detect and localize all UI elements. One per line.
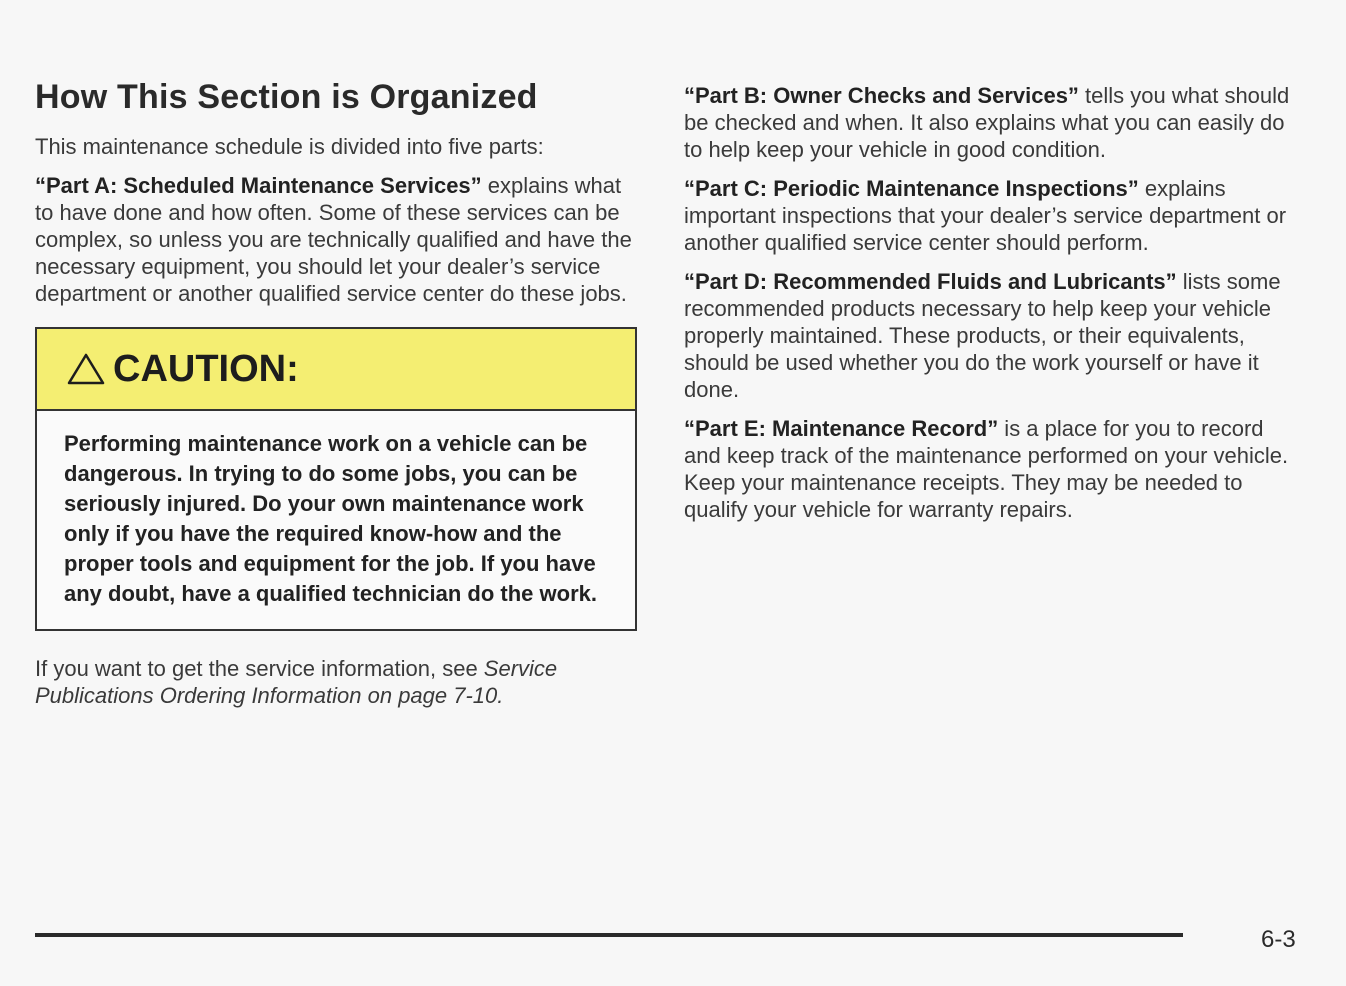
- caution-title: CAUTION:: [113, 347, 299, 390]
- page-number: 6-3: [1261, 926, 1296, 953]
- right-column: [684, 82, 1294, 535]
- part-a-label: “Part A: Scheduled Maintenance Services”: [35, 173, 482, 198]
- part-c-label: “Part C: Periodic Maintenance Inspections”: [684, 176, 1139, 201]
- part-e-label: “Part E: Maintenance Record”: [684, 416, 999, 441]
- part-e-text: is a place for you to record and keep track of the maintenance performed on your vehicle. Keep your maintenance receipts. They may be needed to qualify your vehicle for warranty repairs.: [684, 416, 1289, 522]
- service-info-reference: Service Publications Ordering Information on page 7-10.: [35, 656, 558, 708]
- service-info-paragraph: [35, 655, 640, 709]
- part-c-text: explains important inspections that your dealer’s service department or another qualified service center should perform.: [684, 176, 1287, 255]
- section-title: How This Section is Organized: [35, 78, 538, 116]
- part-d-text: lists some recommended products necessary to help keep your vehicle properly maintained. These products, or their equivalents, should be used whether you do the work yourself or have it done.: [684, 269, 1281, 402]
- part-c-paragraph: [684, 175, 1294, 256]
- caution-box: [35, 327, 637, 631]
- part-b-paragraph: [684, 82, 1294, 163]
- caution-body: Performing maintenance work on a vehicle can be dangerous. In trying to do some jobs, you can be seriously injured. Do your own maintenance work only if you have the required know-how and the proper tools and equipment for the job. If you have any doubt, have a qualified technician do the work.: [64, 431, 597, 606]
- part-e-paragraph: [684, 415, 1294, 523]
- left-column: [35, 78, 640, 721]
- part-b-label: “Part B: Owner Checks and Services”: [684, 83, 1079, 108]
- part-d-paragraph: [684, 268, 1294, 403]
- caution-header: [37, 329, 635, 411]
- part-d-label: “Part D: Recommended Fluids and Lubricants”: [684, 269, 1177, 294]
- footer-rule: [35, 933, 1183, 937]
- part-b-text: tells you what should be checked and when. It also explains what you can easily do to help keep your vehicle in good condition.: [684, 83, 1290, 162]
- intro-paragraph: This maintenance schedule is divided into five parts:: [35, 134, 544, 159]
- part-a-text: explains what to have done and how often. Some of these services can be complex, so unless you are technically qualified and have the necessary equipment, you should let your dealer’s service department or another qualified service center do these jobs.: [35, 173, 632, 306]
- service-info-text: If you want to get the service information, see: [35, 656, 484, 681]
- part-a-paragraph: [35, 172, 640, 307]
- warning-triangle-icon: [67, 352, 105, 386]
